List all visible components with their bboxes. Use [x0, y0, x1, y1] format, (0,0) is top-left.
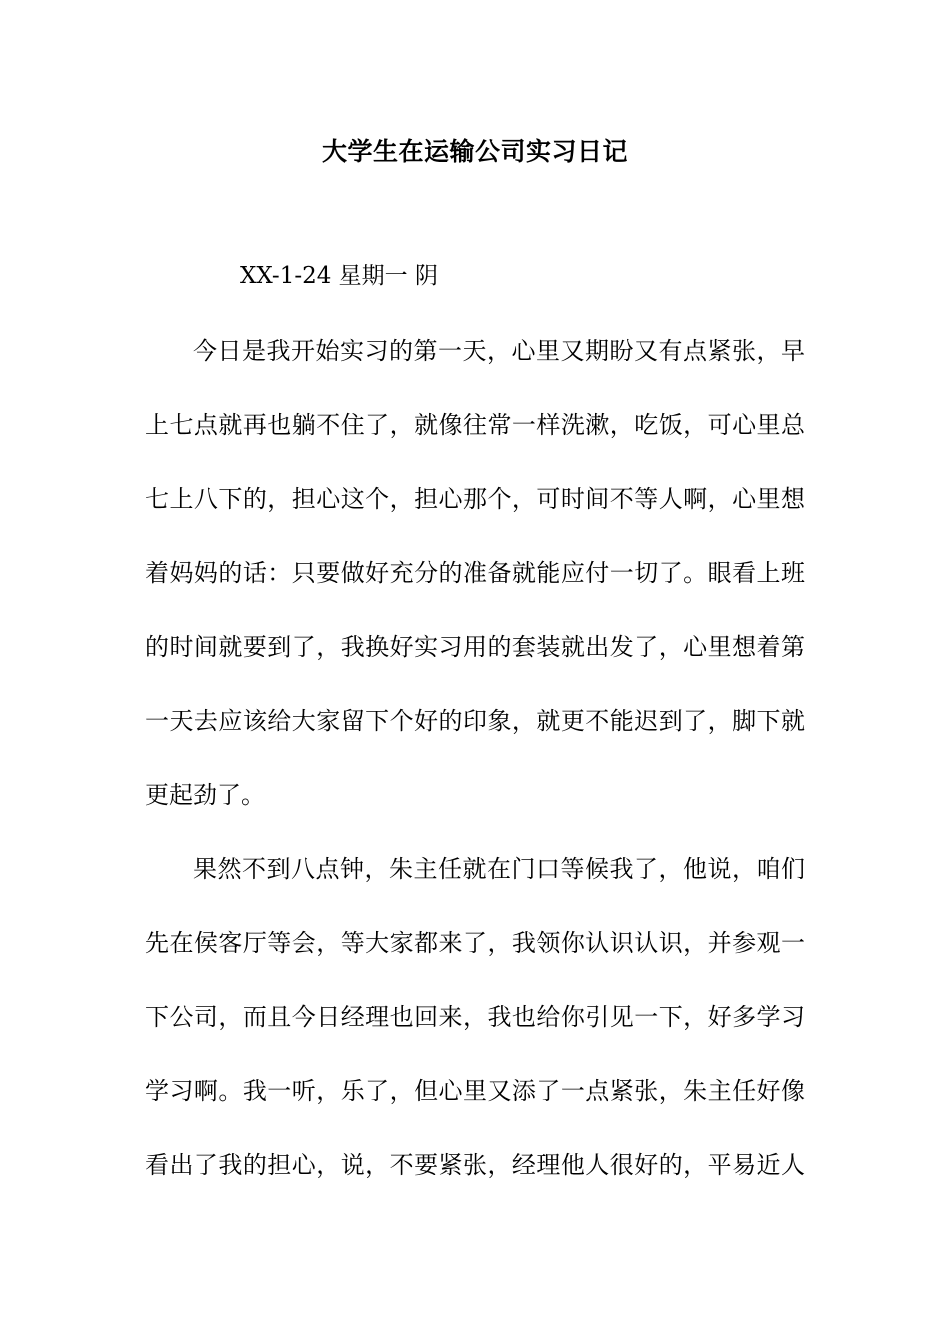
paragraph-1-line-6: 一天去应该给大家留下个好的印象，就更不能迟到了，脚下就 [145, 707, 805, 735]
paragraph-2-line-2: 先在侯客厅等会，等大家都来了，我领你认识认识，并参观一 [145, 929, 805, 957]
paragraph-1-line-2: 上七点就再也躺不住了，就像往常一样洗漱，吃饭，可心里总 [145, 411, 805, 439]
paragraph-2-line-1: 果然不到八点钟，朱主任就在门口等候我了，他说，咱们 [193, 855, 805, 883]
paragraph-2-line-5: 看出了我的担心，说，不要紧张，经理他人很好的，平易近人 [145, 1151, 805, 1179]
date-line: XX-1-24 星期一 阴 [240, 263, 438, 289]
document-title: 大学生在运输公司实习日记 [321, 137, 628, 166]
paragraph-1-line-7: 更起劲了。 [145, 781, 265, 809]
paragraph-1-line-3: 七上八下的，担心这个，担心那个，可时间不等人啊，心里想 [145, 485, 805, 513]
paragraph-2-line-4: 学习啊。我一听，乐了，但心里又添了一点紧张，朱主任好像 [145, 1077, 805, 1105]
paragraph-1-line-4: 着妈妈的话：只要做好充分的准备就能应付一切了。眼看上班 [145, 559, 805, 587]
paragraph-1-line-5: 的时间就要到了，我换好实习用的套装就出发了，心里想着第 [145, 633, 805, 661]
paragraph-1-line-1: 今日是我开始实习的第一天，心里又期盼又有点紧张，早 [193, 337, 805, 365]
paragraph-2-line-3: 下公司，而且今日经理也回来，我也给你引见一下，好多学习 [145, 1003, 805, 1031]
